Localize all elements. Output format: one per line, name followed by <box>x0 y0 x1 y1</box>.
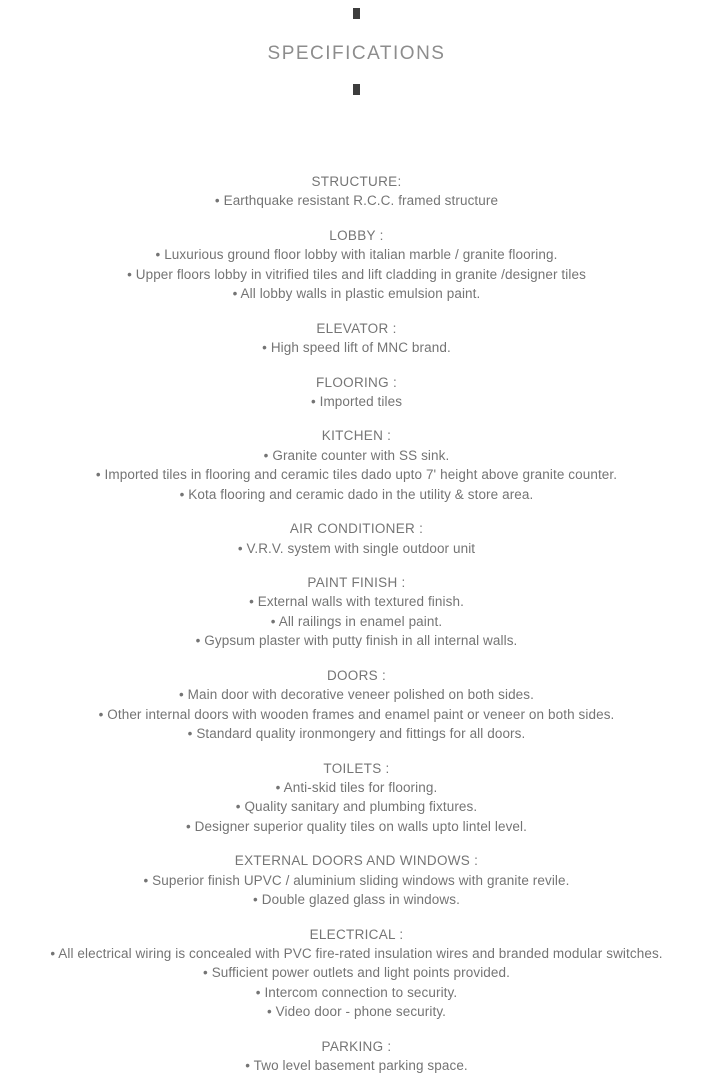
spec-item: • Anti-skid tiles for flooring. <box>275 779 438 795</box>
spec-section-elevator <box>0 319 713 358</box>
spec-item: • All lobby walls in plastic emulsion paint. <box>232 286 481 302</box>
spec-item: • Gypsum plaster with putty finish in all internal walls. <box>195 633 518 649</box>
spec-item: • Earthquake resistant R.C.C. framed structure <box>214 193 499 209</box>
spec-section-parking <box>0 1037 713 1076</box>
spec-section-paint-finish <box>0 573 713 651</box>
spec-item: • Two level basement parking space. <box>245 1058 468 1074</box>
spec-item: • Sufficient power outlets and light points provided. <box>203 965 510 981</box>
decorative-mark-top <box>353 8 360 19</box>
spec-item: • Upper floors lobby in vitrified tiles and lift cladding in granite /designer tiles <box>127 266 586 282</box>
section-heading-doors: DOORS : <box>326 667 387 683</box>
section-heading-lobby: LOBBY : <box>329 227 384 243</box>
spec-section-kitchen <box>0 426 713 504</box>
section-heading-electrical: ELECTRICAL : <box>309 926 404 942</box>
spec-section-toilets <box>0 759 713 837</box>
spec-item: • Standard quality ironmongery and fittings for all doors. <box>187 726 526 742</box>
spec-item: • Superior finish UPVC / aluminium sliding windows with granite revile. <box>143 872 570 888</box>
section-heading-elevator: ELEVATOR : <box>316 320 397 336</box>
page-title: SPECIFICATIONS <box>267 43 446 64</box>
title-block <box>0 8 713 95</box>
spec-item: • All electrical wiring is concealed with PVC fire-rated insulation wires and branded modular switches. <box>50 946 663 961</box>
spec-item: • V.R.V. system with single outdoor unit <box>237 540 476 556</box>
section-heading-paint-finish: PAINT FINISH : <box>307 575 406 590</box>
spec-item: • Main door with decorative veneer polished on both sides. <box>179 687 534 703</box>
spec-section-structure <box>0 172 713 211</box>
spec-section-lobby <box>0 226 713 304</box>
spec-section-air-conditioner <box>0 519 713 558</box>
spec-item: • Luxurious ground floor lobby with italian marble / granite flooring. <box>155 247 558 263</box>
spec-item: • Double glazed glass in windows. <box>253 892 460 908</box>
section-heading-kitchen: KITCHEN : <box>321 428 392 444</box>
decorative-mark-bottom <box>353 84 360 95</box>
spec-item: • Intercom connection to security. <box>255 984 458 1000</box>
spec-item: • All railings in enamel paint. <box>270 613 443 629</box>
section-heading-structure: STRUCTURE: <box>311 174 402 189</box>
section-heading-parking: PARKING : <box>321 1038 392 1054</box>
spec-section-doors <box>0 666 713 744</box>
spec-item: • High speed lift of MNC brand. <box>262 340 451 356</box>
section-heading-air-conditioner: AIR CONDITIONER : <box>289 521 424 537</box>
spec-section-flooring <box>0 373 713 412</box>
spec-item: • Designer superior quality tiles on walls upto lintel level. <box>186 818 527 834</box>
spec-section-external-doors-windows <box>0 851 713 909</box>
section-heading-toilets: TOILETS : <box>323 760 390 776</box>
spec-item: • Imported tiles <box>310 393 403 409</box>
spec-item: • External walls with textured finish. <box>249 594 464 610</box>
spec-item: • Kota flooring and ceramic dado in the utility & store area. <box>179 486 534 502</box>
spec-item: • Video door - phone security. <box>266 1004 447 1020</box>
spec-section-electrical <box>0 925 713 1022</box>
section-heading-external-doors-windows: EXTERNAL DOORS AND WINDOWS : <box>234 853 479 869</box>
specifications-list <box>0 172 713 1076</box>
spec-item: • Granite counter with SS sink. <box>263 447 450 463</box>
section-heading-flooring: FLOORING : <box>315 374 397 390</box>
spec-item: • Imported tiles in flooring and ceramic tiles dado upto 7' height above granite counter. <box>95 467 618 483</box>
spec-item: • Other internal doors with wooden frames and enamel paint or veneer on both sides. <box>98 706 615 722</box>
spec-item: • Quality sanitary and plumbing fixtures. <box>235 799 478 815</box>
